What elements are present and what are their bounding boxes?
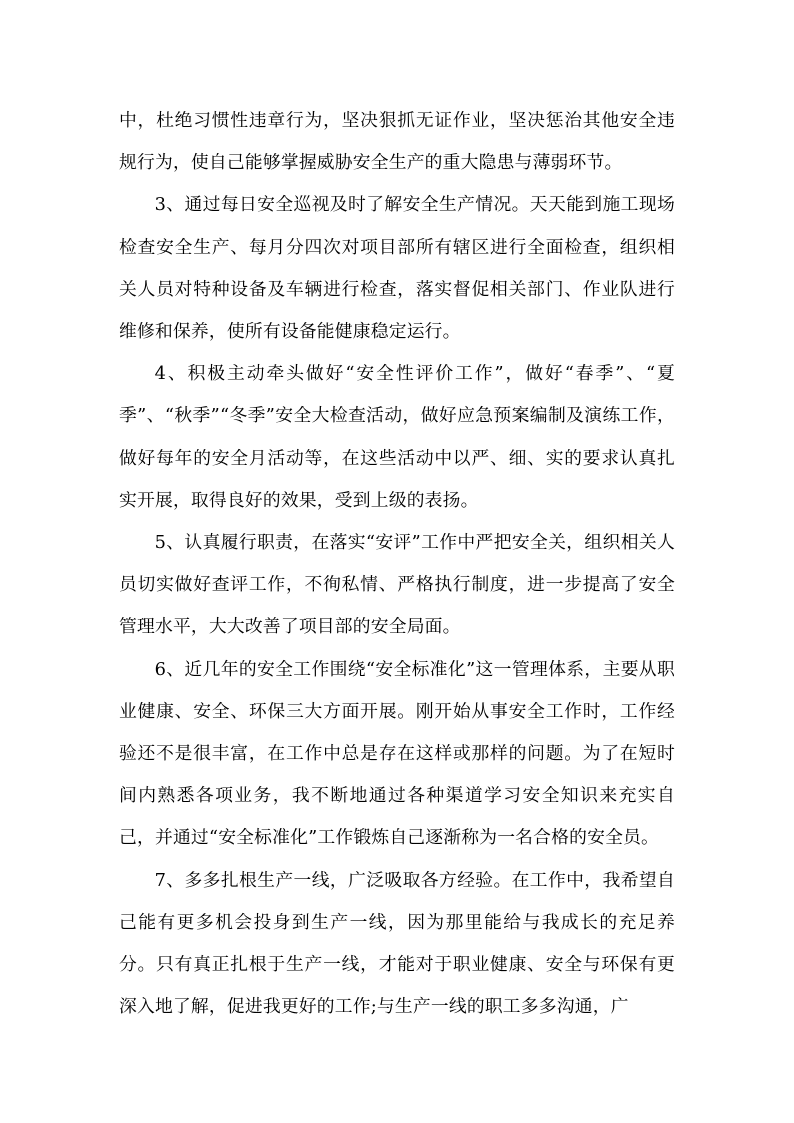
paragraph-item-6: 6、近几年的安全工作围绕“安全标准化”这一管理体系，主要从职业健康、安全、环保三大方面开展。刚开始从事安全工作时，工作经验还不是很丰富，在工作中总是存在这样或那样的问题。为了在短时间内熟悉各项业务，我不断地通过各种渠道学习安全知识来充实自己，并通过“安全标准化”工作锻炼自己逐渐称为一名合格的安全员。	[119, 658, 675, 849]
paragraph-continuation: 中，杜绝习惯性违章行为，坚决狠抓无证作业，坚决惩治其他安全违规行为，使自己能够掌握威胁安全生产的重大隐患与薄弱环节。	[119, 110, 675, 174]
paragraph-item-5: 5、认真履行职责，在落实“安评”工作中严把安全关，组织相关人员切实做好查评工作，不徇私情、严格执行制度，进一步提高了安全管理水平，大大改善了项目部的安全局面。	[119, 532, 675, 638]
paragraph-item-7: 7、多多扎根生产一线，广泛吸取各方经验。在工作中，我希望自己能有更多机会投身到生产一线，因为那里能给与我成长的充足养分。只有真正扎根于生产一线，才能对于职业健康、安全与环保有更深入地了解，促进我更好的工作;与生产一线的职工多多沟通，广	[119, 869, 675, 1018]
paragraph-item-4: 4、积极主动牵头做好“安全性评价工作”，做好“春季”、“夏季”、“秋季”“冬季”安全大检查活动，做好应急预案编制及演练工作，做好每年的安全月活动等，在这些活动中以严、细、实的要求认真扎实开展，取得良好的效果，受到上级的表扬。	[119, 363, 675, 511]
document-body	[119, 100, 675, 1028]
paragraph-item-3: 3、通过每日安全巡视及时了解安全生产情况。天天能到施工现场检查安全生产、每月分四次对项目部所有辖区进行全面检查，组织相关人员对特种设备及车辆进行检查，落实督促相关部门、作业队进行维修和保养，使所有设备能健康稳定运行。	[119, 194, 675, 343]
